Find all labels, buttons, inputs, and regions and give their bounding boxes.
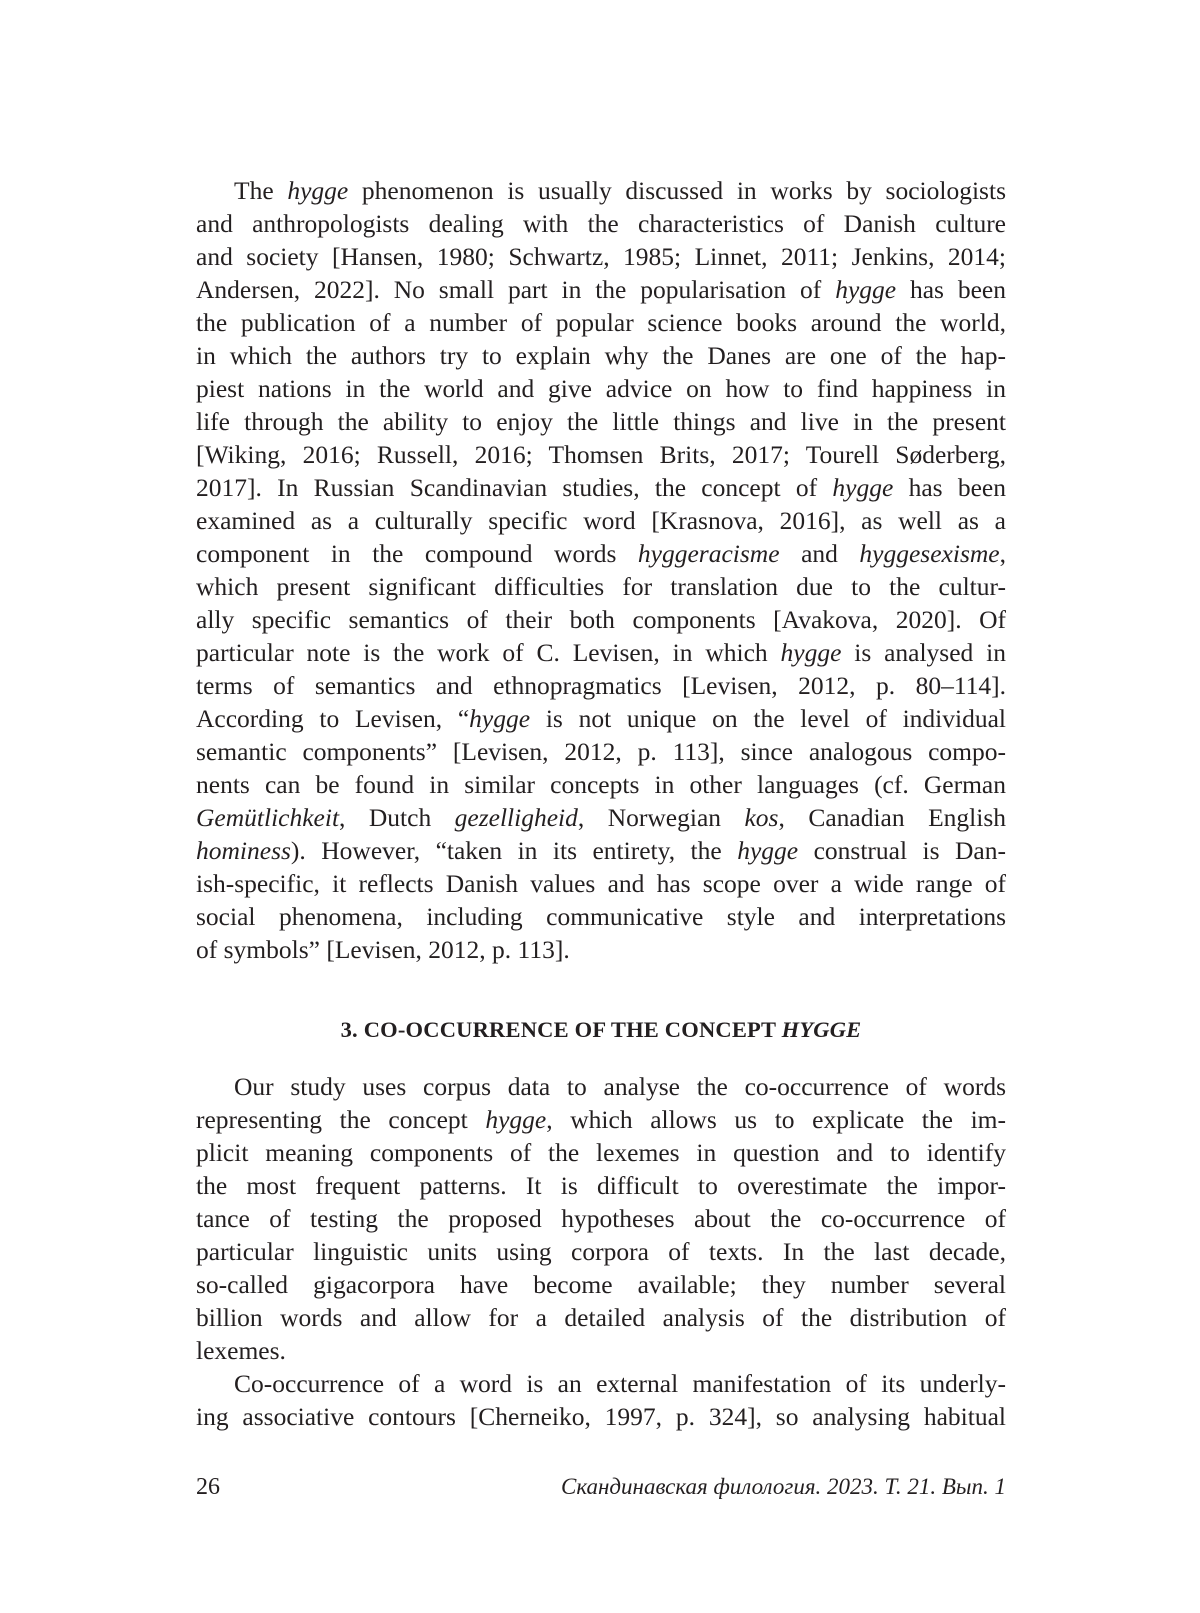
text-line: representing the concept hygge, which allows us to explicate the im- [196,1105,1006,1134]
text-line: billion words and allow for a detailed analysis of the distribution of [196,1303,1006,1332]
text-line: examined as a culturally specific word [Krasnova, 2016], as well as a [196,506,1006,535]
section-heading-emphasis: HYGGE [781,1017,862,1042]
text-line: in which the authors try to explain why the Danes are one of the hap- [196,341,1006,370]
text-line: terms of semantics and ethnopragmatics [Levisen, 2012, p. 80–114]. [196,671,1006,700]
journal-reference: Скандинавская филология. 2023. Т. 21. Вып. 1 [560,1474,1006,1499]
paragraph-co-occurrence [196,1367,1006,1433]
text-line: and society [Hansen, 1980; Schwartz, 1985; Linnet, 2011; Jenkins, 2014; [196,242,1006,271]
text-line: The hygge phenomenon is usually discussed in works by sociologists [234,176,1006,205]
text-line: life through the ability to enjoy the little things and live in the present [196,407,1006,436]
text-line: lexemes. [196,1336,286,1365]
text-line: piest nations in the world and give advice on how to find happiness in [196,374,1006,403]
text-line: tance of testing the proposed hypotheses about the co-occurrence of [196,1204,1006,1233]
text-line: [Wiking, 2016; Russell, 2016; Thomsen Brits, 2017; Tourell Søderberg, [196,440,1006,469]
text-line: ing associative contours [Cherneiko, 1997, p. 324], so analysing habitual [196,1402,1006,1431]
text-line: According to Levisen, “hygge is not unique on the level of individual [196,704,1006,733]
text-line: social phenomena, including communicative style and interpretations [196,902,1006,931]
text-line: so-called gigacorpora have become available; they number several [196,1270,1006,1299]
page-number: 26 [196,1474,220,1500]
text-line: nents can be found in similar concepts in other languages (cf. German [196,770,1006,799]
text-line: Co-occurrence of a word is an external manifestation of its underly- [234,1369,1006,1398]
text-line: semantic components” [Levisen, 2012, p. 113], since analogous compo- [196,737,1006,766]
text-line: the publication of a number of popular science books around the world, [196,308,1006,337]
paragraph-corpus-study [196,1070,1006,1367]
text-line: Andersen, 2022]. No small part in the popularisation of hygge has been [196,275,1006,304]
text-line: hominess). However, “taken in its entirety, the hygge construal is Dan- [196,836,1006,865]
text-line: of symbols” [Levisen, 2012, p. 113]. [196,935,570,964]
text-line: Our study uses corpus data to analyse the co-occurrence of words [234,1072,1006,1101]
text-line: particular note is the work of C. Levisen, in which hygge is analysed in [196,638,1006,667]
text-line: plicit meaning components of the lexemes in question and to identify [196,1138,1006,1167]
text-line: and anthropologists dealing with the characteristics of Danish culture [196,209,1006,238]
paragraph-hygge-phenomenon [196,174,1006,966]
text-line: 2017]. In Russian Scandinavian studies, the concept of hygge has been [196,473,1006,502]
section-heading-prefix: 3. CO-OCCURRENCE OF THE CONCEPT [340,1017,782,1042]
text-line: which present significant difficulties for translation due to the cultur- [196,572,1006,601]
section-heading [196,1015,1006,1045]
text-line: ish-specific, it reflects Danish values and has scope over a wide range of [196,869,1006,898]
text-line: Gemütlichkeit, Dutch gezelligheid, Norwegian kos, Canadian English [196,803,1007,832]
page-footer [196,1470,1006,1504]
text-line: ally specific semantics of their both components [Avakova, 2020]. Of [196,605,1006,634]
text-line: the most frequent patterns. It is difficult to overestimate the impor- [196,1171,1006,1200]
text-line: particular linguistic units using corpora of texts. In the last decade, [196,1237,1006,1266]
text-line: component in the compound words hyggeracisme and hyggesexisme, [196,539,1006,568]
